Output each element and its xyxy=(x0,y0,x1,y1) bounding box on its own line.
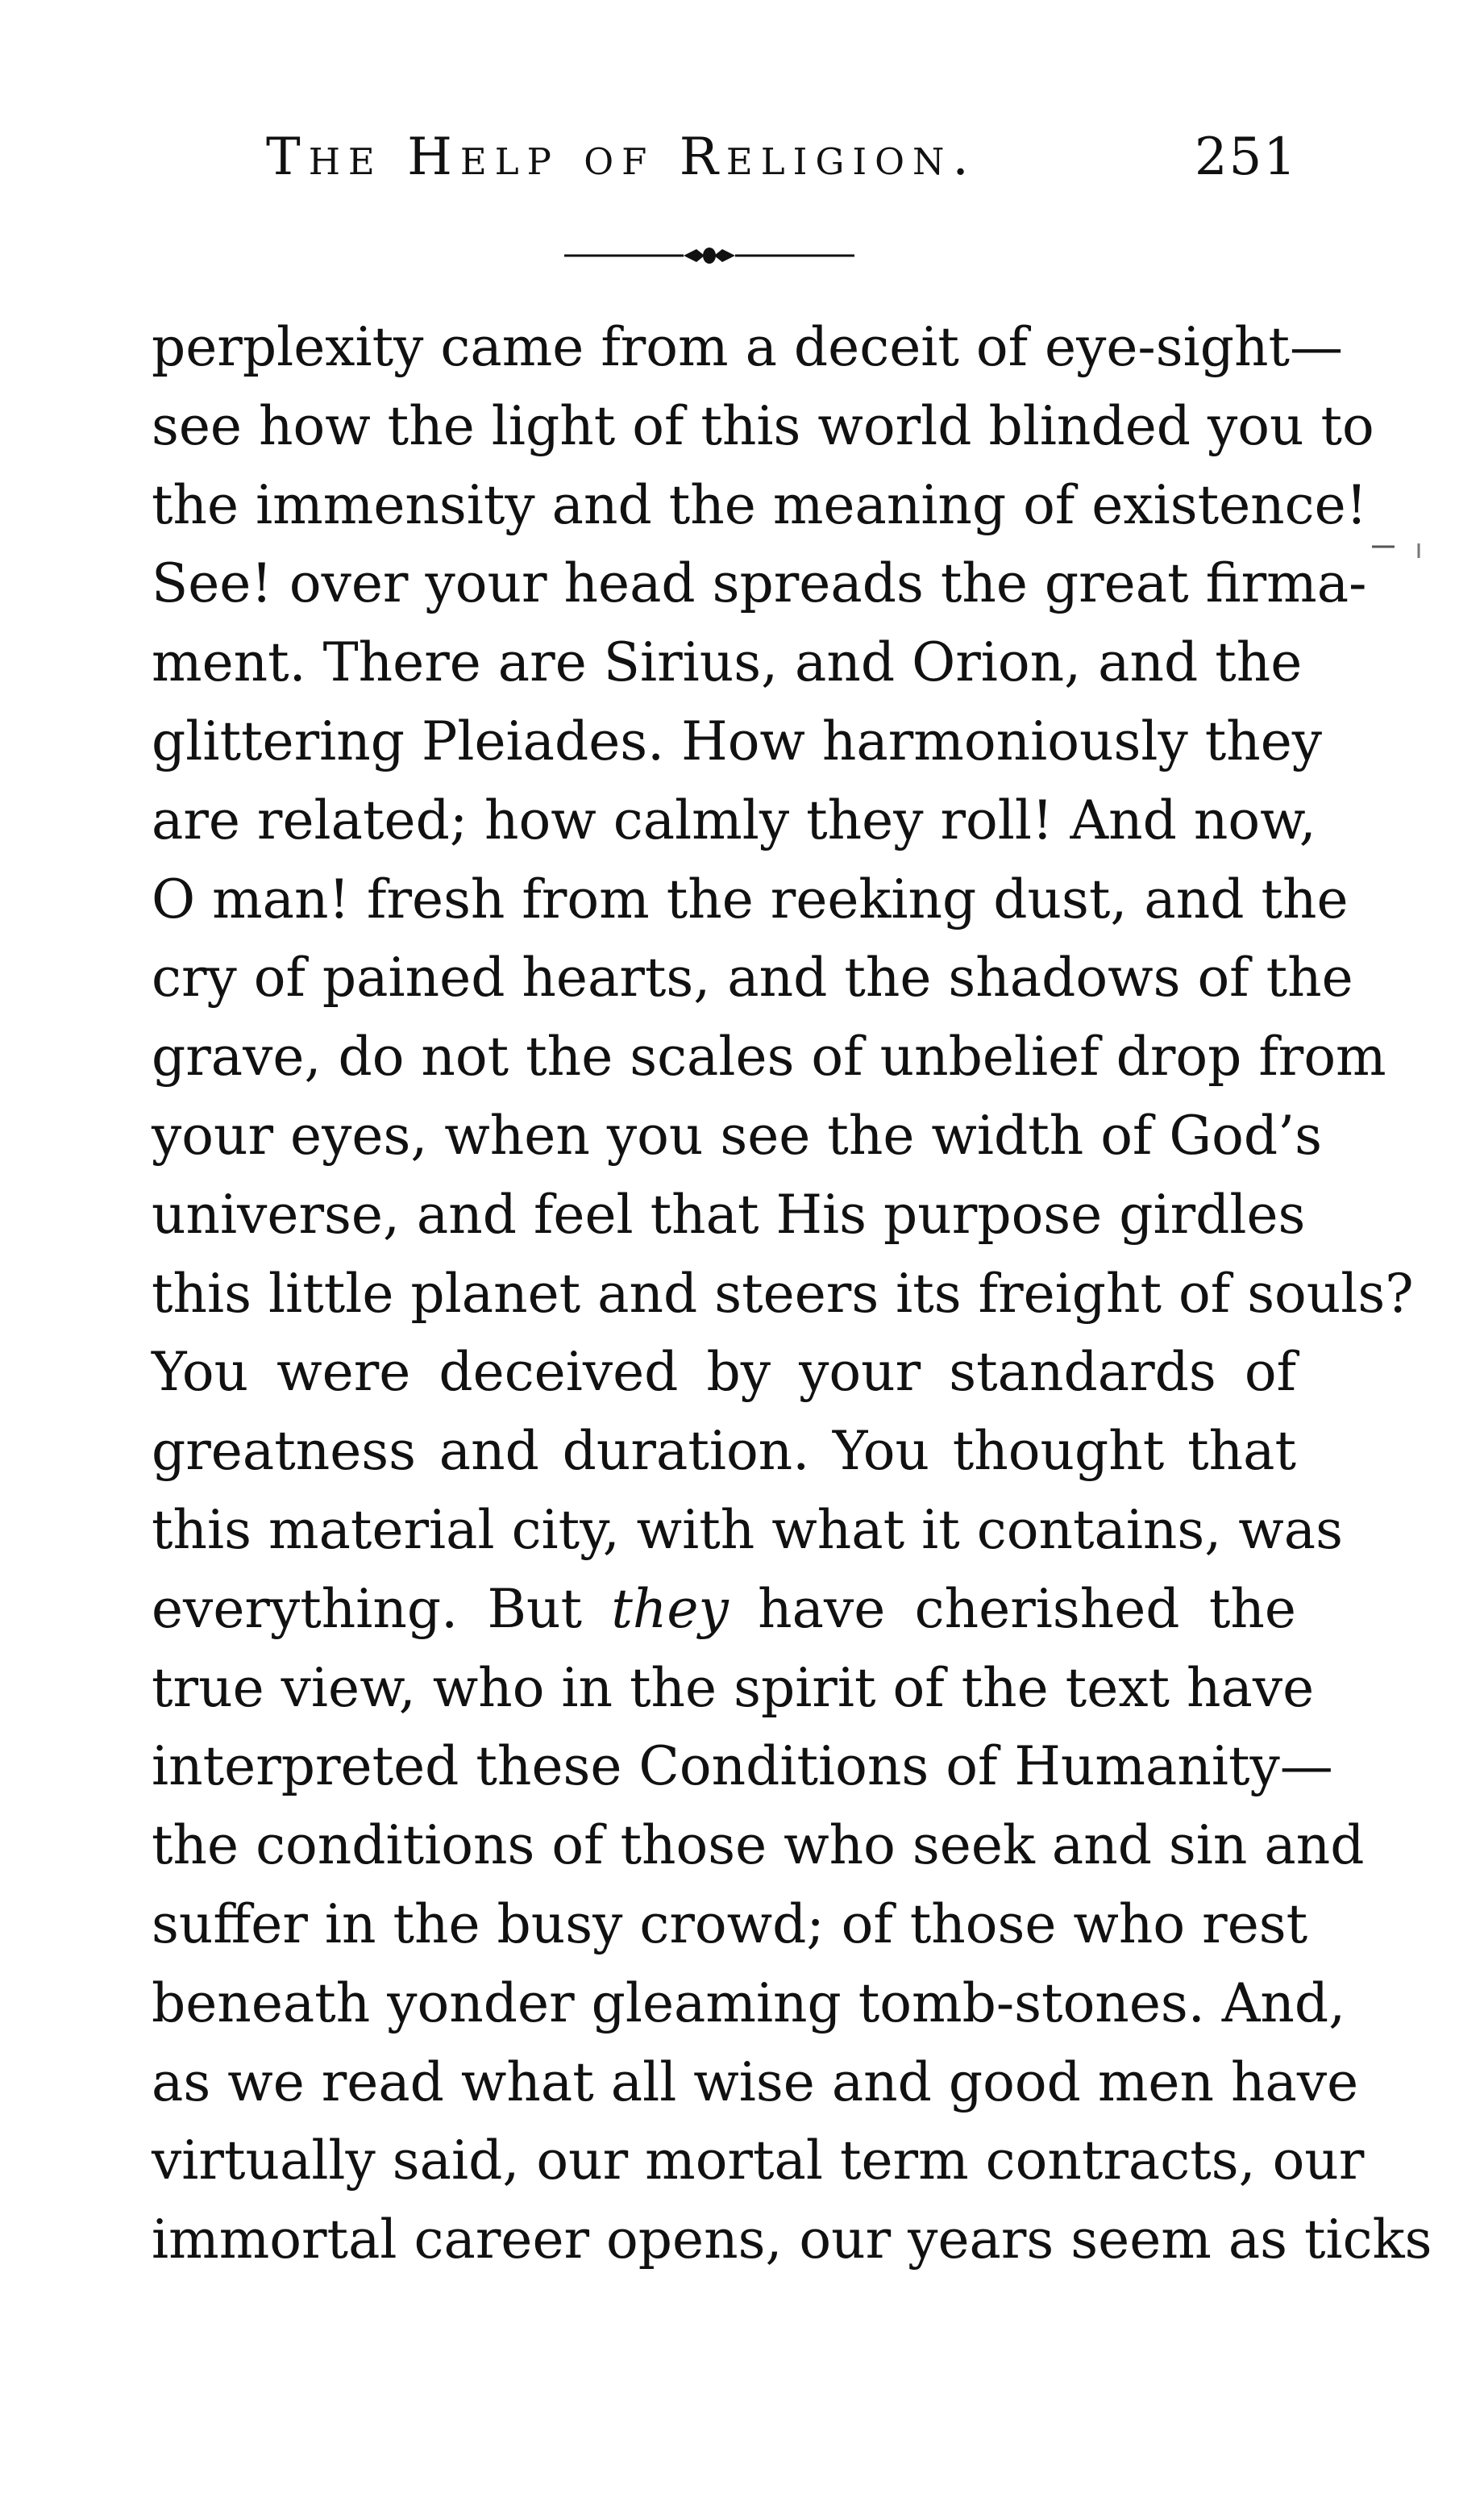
text-line: universe, and feel that His purpose girdles xyxy=(152,1183,1306,1246)
text-line: beneath yonder gleaming tomb-stones. And, xyxy=(152,1971,1346,2034)
body-text xyxy=(152,308,1432,2279)
text-line: as we read what all wise and good men have xyxy=(152,2050,1359,2113)
text-line: interpreted these Conditions of Humanity— xyxy=(152,1735,1333,1798)
text-line: See! over your head spreads the great firma- xyxy=(152,552,1367,615)
text-fragment: But xyxy=(487,1577,583,1640)
text-line: ment. There are Sirius, and Orion, and the xyxy=(152,631,1303,694)
rule-ornament-icon xyxy=(564,242,854,269)
page-number: 251 xyxy=(1194,127,1298,187)
text-line: O man! fresh from the reeking dust, and the xyxy=(152,868,1349,930)
text-line: immortal career opens, our years seem as ticks xyxy=(152,2208,1432,2271)
text-line: this material city, with what it contains, was xyxy=(152,1498,1343,1561)
text-line: perplexity came from a deceit of eye-sight— xyxy=(152,316,1343,378)
text-line-mixed xyxy=(152,1570,1296,1649)
italic-word: they xyxy=(611,1577,729,1640)
text-line: greatness and duration. You thought that xyxy=(152,1420,1296,1483)
text-line: glittering Pleiades. How harmoniously they xyxy=(152,710,1323,772)
running-head xyxy=(266,121,1298,194)
text-line: are related; how calmly they roll! And now, xyxy=(152,789,1316,851)
text-fragment: everything. xyxy=(152,1577,459,1640)
text-line: suffer in the busy crowd; of those who rest xyxy=(152,1892,1308,1955)
chapter-title: The Help of Religion. xyxy=(266,127,977,187)
text-line: cry of pained hearts, and the shadows of the xyxy=(152,947,1353,1009)
text-line: grave, do not the scales of unbelief drop from xyxy=(152,1026,1386,1089)
text-line: true view, who in the spirit of the text have xyxy=(152,1656,1315,1719)
text-line: You were deceived by your standards of xyxy=(152,1341,1296,1404)
text-line: this little planet and steers its freight of souls? xyxy=(152,1262,1414,1325)
text-line: the immensity and the meaning of existence! xyxy=(152,473,1368,536)
text-line: virtually said, our mortal term contracts, our xyxy=(152,2129,1365,2192)
margin-mark-icon xyxy=(1370,540,1427,572)
text-line: the conditions of those who seek and sin and xyxy=(152,1814,1365,1877)
text-fragment: have cherished the xyxy=(758,1577,1296,1640)
text-line: your eyes, when you see the width of God’s xyxy=(152,1104,1322,1167)
text-line: see how the light of this world blinded you to xyxy=(152,394,1374,457)
